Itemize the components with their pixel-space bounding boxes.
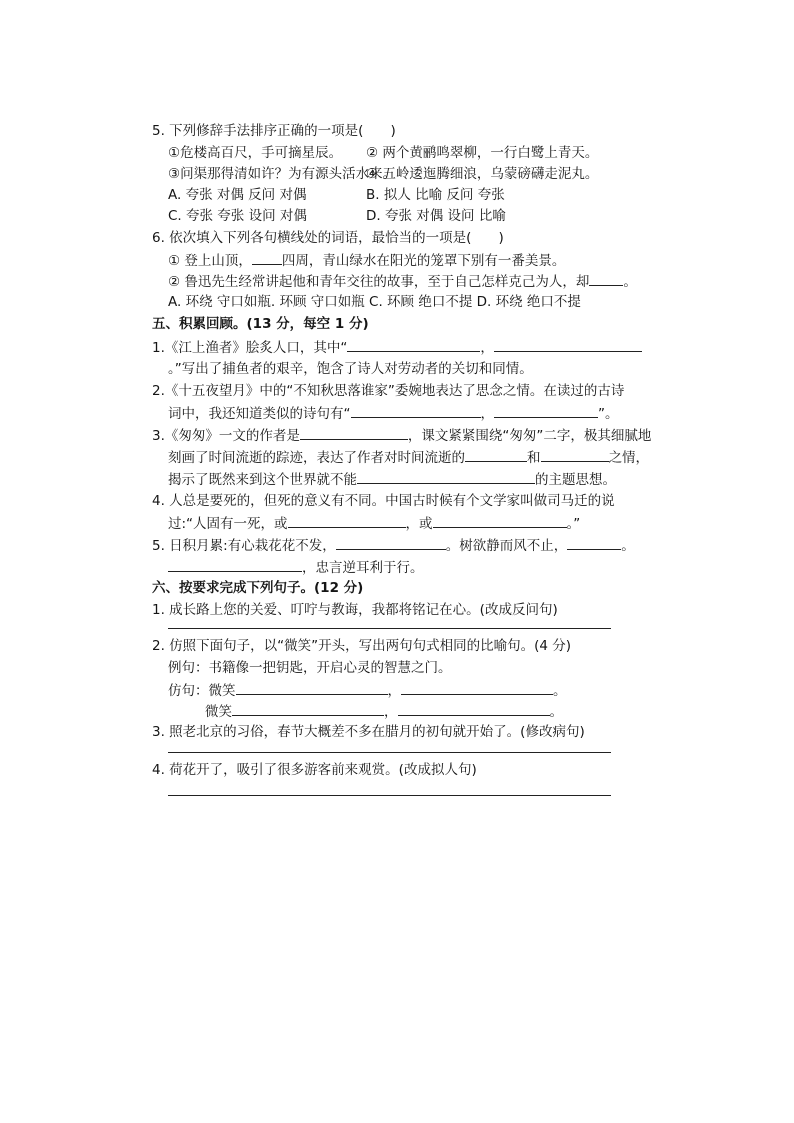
q6-stem: 6. 依次填入下列各句横线处的词语，最恰当的一项是( ) [152, 230, 504, 246]
s5-item-5-blank-3[interactable] [168, 557, 302, 572]
s5-item-3-line-1 [152, 425, 651, 446]
q5-option-d: D. 夸张 对偶 设问 比喻 [366, 208, 506, 224]
q5-option-c: C. 夸张 夸张 设问 对偶 [168, 208, 307, 224]
q5-sentence-1: ①危楼高百尺，手可摘星辰。 [168, 145, 343, 161]
s5-item-5-mid: 。树欲静而风不止， [445, 538, 568, 554]
s5-item-2-start: 词中，我还知道类似的诗句有“ [168, 406, 351, 422]
s6-imitation-2-comma: ， [384, 704, 398, 720]
q6-blank-2[interactable] [589, 271, 623, 286]
s6-imitation-2-word: 微笑 [205, 704, 232, 720]
s5-item-1-start: 1.《江上渔者》脍炙人口，其中“ [152, 340, 348, 356]
s5-item-2-blank-2[interactable] [494, 403, 598, 418]
s5-item-1-line-2: 。”写出了捕鱼者的艰辛，饱含了诗人对劳动者的关切和同情。 [168, 361, 533, 377]
s5-item-3-start: 3.《匆匆》一文的作者是 [152, 428, 300, 444]
s5-item-5-period: 。 [621, 538, 635, 554]
s5-item-3-mid: ，课文紧紧围绕“匆匆”二字，极其细腻地 [407, 428, 652, 444]
s5-item-1-blank-1[interactable] [347, 337, 480, 352]
q5-option-a: A. 夸张 对偶 反问 对偶 [168, 187, 307, 203]
s6-item-2-example: 例句：书籍像一把钥匙，开启心灵的智慧之门。 [168, 660, 452, 676]
s5-item-4-line-2 [168, 513, 580, 534]
s5-item-3-line-3 [168, 469, 616, 490]
s6-imitation-1-period: 。 [553, 683, 567, 699]
s6-item-2: 2. 仿照下面句子，以“微笑”开头，写出两句句式相同的比喻句。(4 分) [152, 638, 572, 654]
s6-imitation-1-comma: ， [387, 683, 401, 699]
s5-item-5-line-2 [168, 557, 424, 578]
q6-options: A. 环绕 守口如瓶. 环顾 守口如瓶 C. 环顾 绝口不提 D. 环绕 绝口不提 [168, 294, 581, 310]
s6-item-1: 1. 成长路上您的关爱、叮咛与教诲，我都将铭记在心。(改成反问句) [152, 602, 558, 618]
s5-item-5-blank-1[interactable] [336, 535, 446, 550]
s5-item-2-end: ”。 [598, 406, 619, 422]
s6-item-2-imitation-1 [168, 680, 567, 701]
s6-item-1-answer-line[interactable] [168, 628, 611, 629]
s5-item-3-emotion-end: 之情， [608, 450, 649, 466]
s5-item-1-line-1 [152, 337, 642, 358]
q5-sentence-4: ④ 五岭逶迤腾细浪，乌蒙磅礴走泥丸。 [366, 166, 599, 182]
q6-blank-1[interactable] [252, 250, 282, 265]
s6-imitation-1-word: 微笑 [208, 683, 236, 699]
q5-stem: 5. 下列修辞手法排序正确的一项是( ) [152, 123, 396, 139]
s5-item-3-blank-2[interactable] [465, 447, 527, 462]
s5-item-5-start: 5. 日积月累:有心栽花花不发， [152, 538, 336, 554]
s5-item-3-reveal: 揭示了既然来到这个世界就不能 [168, 472, 357, 488]
s6-imitation-label: 仿句： [168, 683, 209, 699]
s5-item-3-and: 和 [527, 450, 541, 466]
s5-item-1-comma: ， [480, 340, 494, 356]
q6-sentence-2-end: 。 [623, 274, 637, 290]
s5-item-5-end: ，忠言逆耳利于行。 [302, 560, 424, 576]
s5-item-4-line-1: 4. 人总是要死的，但死的意义有不同。中国古时候有个文学家叫做司马迁的说 [152, 493, 615, 509]
s5-item-3-blank-1[interactable] [300, 425, 408, 440]
s5-item-2-line-2 [168, 403, 619, 424]
q5-sentence-2: ② 两个黄鹂鸣翠柳，一行白鹭上青天。 [366, 145, 599, 161]
s6-item-3: 3. 照老北京的习俗，春节大概差不多在腊月的初旬就开始了。(修改病句) [152, 724, 585, 740]
s6-imitation-1-blank-2[interactable] [401, 680, 553, 695]
q6-sentence-2-start: ② 鲁迅先生经常讲起他和青年交往的故事，至于自己怎样克己为人，却 [168, 274, 590, 290]
s5-item-2-line-1: 2.《十五夜望月》中的“不知秋思落谁家”委婉地表达了思念之情。在读过的古诗 [152, 383, 625, 399]
q6-sentence-2 [168, 271, 637, 292]
s6-item-3-answer-line[interactable] [168, 752, 611, 753]
s5-item-4-blank-1[interactable] [288, 513, 406, 528]
s5-item-5-line-1 [152, 535, 635, 556]
q5-option-b: B. 拟人 比喻 反问 夸张 [366, 187, 505, 203]
q6-sentence-1-end: 四周，青山绿水在阳光的笼罩下别有一番美景。 [281, 253, 566, 269]
s5-item-4-start: 过:“人固有一死，或 [168, 516, 288, 532]
s5-item-3-line-2 [168, 447, 649, 468]
s5-item-3-blank-3[interactable] [541, 447, 609, 462]
q5-sentence-3: ③问渠那得清如许？为有源头活水来。 [168, 166, 397, 182]
s6-item-4-answer-line[interactable] [168, 795, 611, 796]
q6-sentence-1-start: ① 登上山顶， [168, 253, 252, 269]
s5-item-2-comma: ， [480, 406, 494, 422]
s6-imitation-2-period: 。 [549, 704, 563, 720]
s5-item-2-blank-1[interactable] [351, 403, 481, 418]
s6-item-2-imitation-2 [205, 701, 563, 722]
s5-item-3-blank-4[interactable] [357, 469, 535, 484]
q6-sentence-1 [168, 250, 565, 271]
s6-item-4: 4. 荷花开了，吸引了很多游客前来观赏。(改成拟人句) [152, 762, 477, 778]
s5-item-3-text: 刻画了时间流逝的踪迹，表达了作者对时间流逝的 [168, 450, 465, 466]
s5-item-4-blank-2[interactable] [433, 513, 567, 528]
s5-item-1-blank-2[interactable] [494, 337, 642, 352]
s6-imitation-1-blank-1[interactable] [236, 680, 388, 695]
s5-item-4-or: ，或 [405, 516, 433, 532]
s5-item-3-theme: 的主题思想。 [535, 472, 616, 488]
section-5-title: 五、积累回顾。(13 分，每空 1 分) [152, 316, 369, 332]
section-6-title: 六、按要求完成下列句子。(12 分) [152, 580, 364, 596]
s5-item-5-blank-2[interactable] [567, 535, 621, 550]
s6-imitation-2-blank-1[interactable] [232, 701, 384, 716]
s6-imitation-2-blank-2[interactable] [398, 701, 550, 716]
s5-item-4-end: 。” [566, 516, 581, 532]
